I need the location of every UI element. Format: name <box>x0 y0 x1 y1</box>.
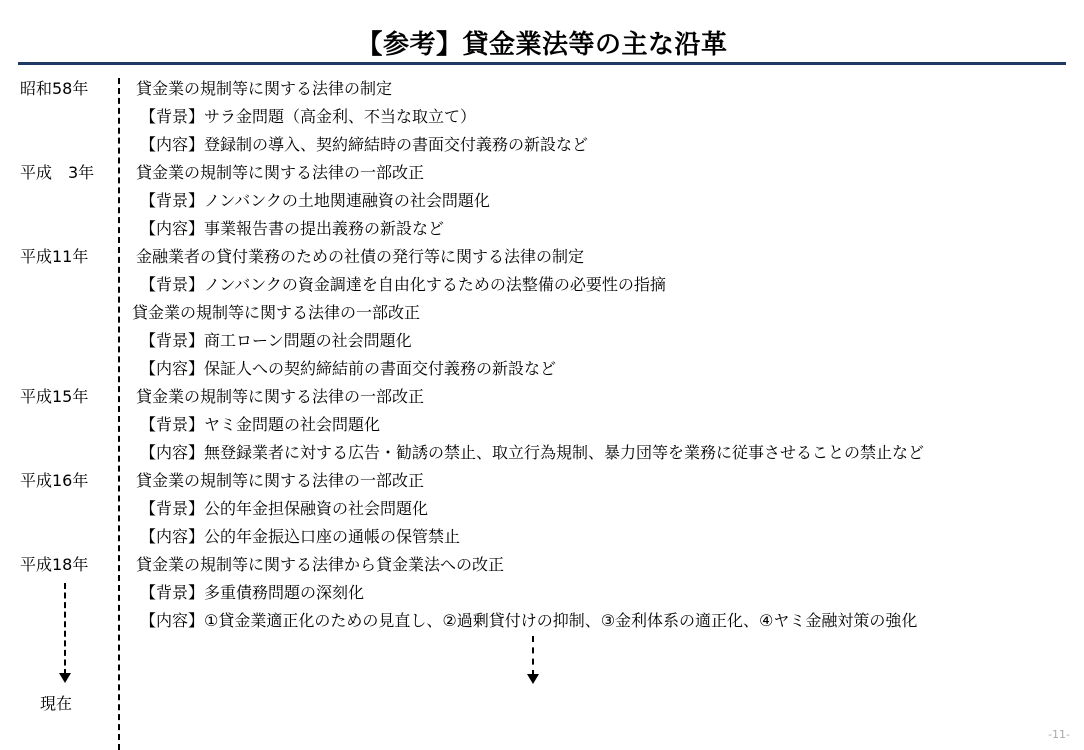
timeline-row <box>0 383 1084 411</box>
present-label: 現在 <box>40 694 73 713</box>
era-arrow-down-icon <box>59 673 71 683</box>
timeline-row <box>0 159 1084 187</box>
era-label: 平成15年 <box>20 387 89 406</box>
timeline-row <box>0 187 1084 215</box>
timeline-row <box>0 467 1084 495</box>
event-detail: 【内容】公的年金振込口座の通帳の保管禁止 <box>140 527 461 546</box>
timeline-row <box>0 243 1084 271</box>
event-detail: 【背景】商工ローン問題の社会問題化 <box>140 331 412 350</box>
era-label: 昭和58年 <box>20 79 89 98</box>
event-detail: 【背景】ヤミ金問題の社会問題化 <box>140 415 381 434</box>
era-arrow-shaft <box>64 583 66 675</box>
timeline-row <box>0 551 1084 579</box>
event-title: 貸金業の規制等に関する法律の一部改正 <box>136 163 425 182</box>
timeline-row <box>0 75 1084 103</box>
event-detail: 【内容】事業報告書の提出義務の新設など <box>140 219 445 238</box>
event-detail: 【内容】①貸金業適正化のための見直し、②過剰貸付けの抑制、③金利体系の適正化、④ヤミ金融対策の強化 <box>140 611 918 630</box>
title-rule <box>18 62 1066 65</box>
era-label: 平成 3年 <box>20 163 95 182</box>
timeline-row <box>0 103 1084 131</box>
era-label: 平成18年 <box>20 555 89 574</box>
event-title: 貸金業の規制等に関する法律の一部改正 <box>132 303 421 322</box>
timeline-row <box>0 131 1084 159</box>
era-label: 平成11年 <box>20 247 89 266</box>
era-label: 平成16年 <box>20 471 89 490</box>
event-title: 貸金業の規制等に関する法律の制定 <box>136 79 393 98</box>
event-detail: 【背景】ノンバンクの資金調達を自由化するための法整備の必要性の指摘 <box>140 275 666 294</box>
content-arrow-down-icon <box>527 674 539 684</box>
event-title: 貸金業の規制等に関する法律の一部改正 <box>136 387 425 406</box>
timeline-row <box>0 327 1084 355</box>
event-title: 貸金業の規制等に関する法律の一部改正 <box>136 471 425 490</box>
event-detail: 【背景】ノンバンクの土地関連融資の社会問題化 <box>140 191 490 210</box>
event-title: 貸金業の規制等に関する法律から貸金業法への改正 <box>136 555 505 574</box>
timeline-row <box>0 607 1084 635</box>
content-arrow-shaft <box>532 636 534 676</box>
timeline-row <box>0 271 1084 299</box>
timeline-row <box>0 495 1084 523</box>
event-detail: 【内容】無登録業者に対する広告・勧誘の禁止、取立行為規制、暴力団等を業務に従事させることの禁止など <box>140 443 925 462</box>
timeline-row <box>0 411 1084 439</box>
event-detail: 【背景】多重債務問題の深刻化 <box>140 583 365 602</box>
page-number: -11- <box>1048 728 1070 741</box>
page-title: 【参考】貸金業法等の主な沿革 <box>356 30 728 60</box>
event-detail: 【背景】サラ金問題（高金利、不当な取立て） <box>140 107 477 126</box>
timeline-row <box>0 215 1084 243</box>
timeline-row <box>0 579 1084 607</box>
event-detail: 【背景】公的年金担保融資の社会問題化 <box>140 499 429 518</box>
event-title: 金融業者の貸付業務のための社債の発行等に関する法律の制定 <box>136 247 585 266</box>
event-detail: 【内容】登録制の導入、契約締結時の書面交付義務の新設など <box>140 135 589 154</box>
timeline-row <box>0 299 1084 327</box>
event-detail: 【内容】保証人への契約締結前の書面交付義務の新設など <box>140 359 557 378</box>
timeline-row <box>0 523 1084 551</box>
timeline-row <box>0 439 1084 467</box>
timeline-row <box>0 355 1084 383</box>
